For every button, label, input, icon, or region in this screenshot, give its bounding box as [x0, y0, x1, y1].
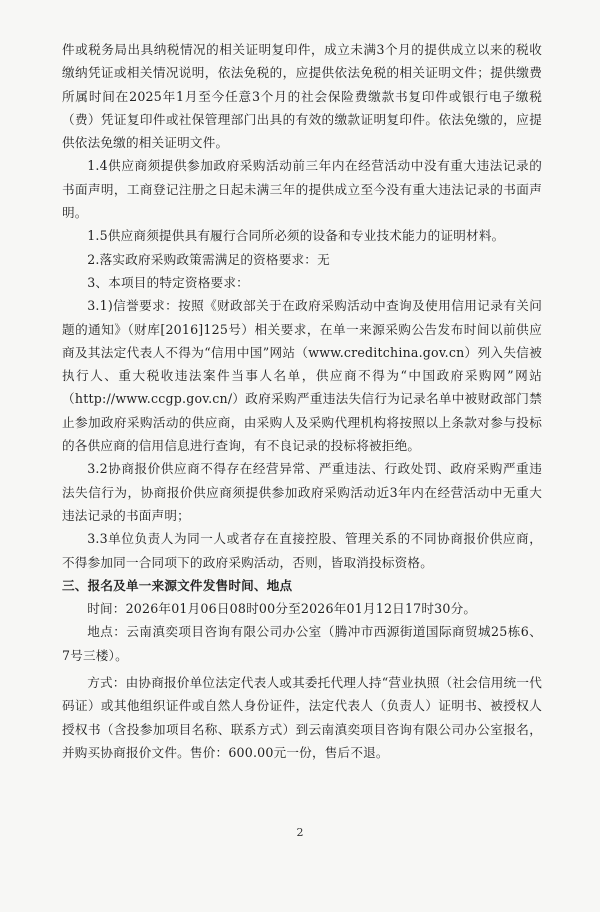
paragraph-time: 时间：2026年01月06日08时00分至2026年01月12日17时30分。: [87, 601, 477, 617]
paragraph-1-4: 1.4供应商须提供参加政府采购活动前三年内在经营活动中没有重大违法记录的书面声明，工商登记注册之日起未满三年的提供成立至今没有重大违法记录的书面声明。: [62, 158, 542, 221]
paragraph-3: 3、本项目的特定资格要求：: [87, 274, 249, 290]
section-heading-registration: 三、报名及单一来源文件发售时间、地点: [62, 577, 293, 593]
paragraph-location: 地点：云南滇奕项目咨询有限公司办公室（腾冲市西源街道国际商贸城25栋6、7号三楼）。: [62, 624, 542, 663]
paragraph-3-2: 3.2协商报价供应商不得存在经营异常、严重违法、行政处罚、政府采购严重违法失信行为，协商报价供应商须提供参加政府采购活动近3年内在经营活动中无重大违法记录的书面声明；: [62, 461, 542, 523]
paragraph-method: 方式：由协商报价单位法定代表人或其委托代理人持“营业执照（社会信用统一代码证）或其他组织证件或自然人身份证件，法定代表人（负责人）证明书、被授权人授权书（含投参加项目名称、联系方式）到云南滇奕项目咨询有限公司办公室报名，并购买协商报价文件。售价：600.00元一份，售后不退。: [62, 675, 542, 760]
paragraph-3-1: 3.1)信誉要求：按照《财政部关于在政府采购活动中查询及使用信用记录有关问题的通知》（财库[2016]125号）相关要求，在单一来源采购公告发布时间以前供应商及其法定代表人不得为“信用中国”网站（www.creditchina.gov.cn）列入失信被执行人、重大税收违法案件当事人名单，供应商不得为“中国政府采购网”网站（http://www.ccgp.gov.cn/）政府采购严重违法失信行为记录名单中被财政部门禁止参加政府采购活动的供应商，由采购人及采购代理机构将按照以上条款对参与投标的各供应商的信用信息进行查询，有不良记录的投标将被拒绝。: [62, 298, 542, 454]
paragraph-1-5: 1.5供应商须提供具有履行合同所必须的设备和专业技术能力的证明材料。: [87, 228, 505, 244]
page-number: 2: [296, 826, 304, 839]
paragraph-3-3: 3.3单位负责人为同一人或者存在直接控股、管理关系的不同协商报价供应商，不得参加同一合同项下的政府采购活动，否则，皆取消投标资格。: [62, 531, 542, 570]
paragraph-tax-social-security: 件或税务局出具纳税情况的相关证明复印件，成立未满3个月的提供成立以来的税收缴纳凭证或相关情况说明，依法免税的，应提供依法免税的相关证明文件；提供缴费所属时间在2025年1月至今任意3个月的社会保险费缴款书复印件或银行电子缴税（费）凭证复印件或社保管理部门出具的有效的缴款证明复印件。依法免缴的，应提供依法免缴的相关证明文件。: [62, 42, 542, 151]
paragraph-2: 2.落实政府采购政策需满足的资格要求：无: [87, 251, 330, 267]
